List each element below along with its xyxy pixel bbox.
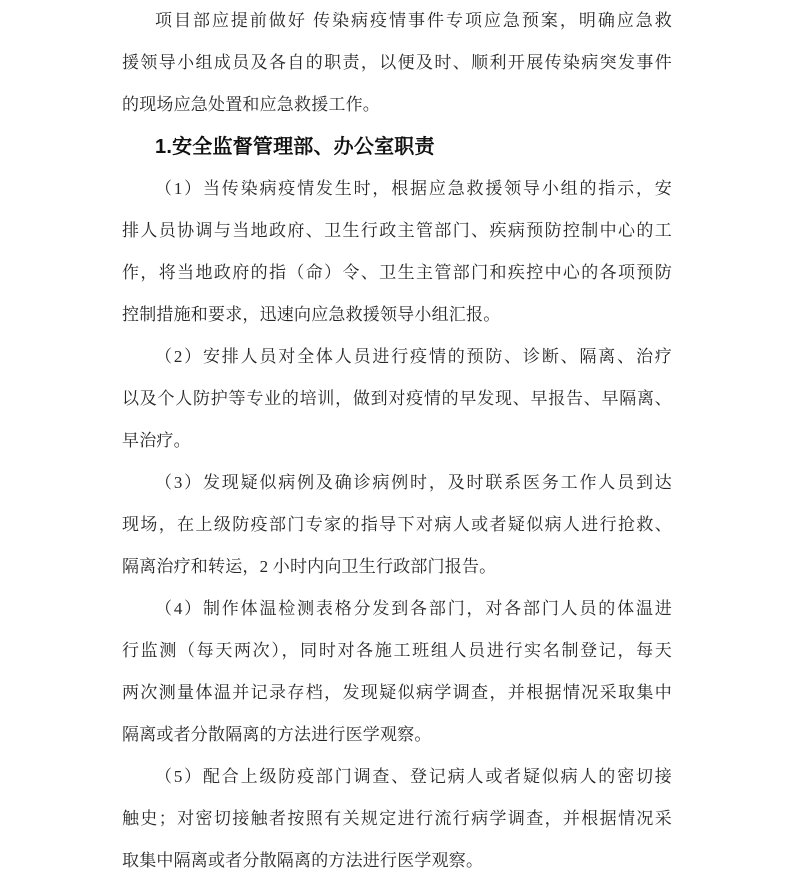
intro-paragraph-line: 的现场应急处置和应急救援工作。 bbox=[122, 95, 380, 114]
item-1-line: 控制措施和要求，迅速向应急救援领导小组汇报。 bbox=[122, 305, 501, 324]
document-page bbox=[122, 0, 672, 882]
intro-paragraph-line: 援领导小组成员及各自的职责，以便及时、顺利开展传染病突发事件 bbox=[122, 53, 672, 72]
item-1-line: 作，将当地政府的指（命）令、卫生主管部门和疾控中心的各项预防 bbox=[122, 263, 672, 282]
item-3-line: （3）发现疑似病例及确诊病例时，及时联系医务工作人员到达 bbox=[155, 473, 672, 492]
item-4-line: 行监测（每天两次），同时对各施工班组人员进行实名制登记，每天 bbox=[122, 641, 672, 660]
item-4-line: （4）制作体温检测表格分发到各部门，对各部门人员的体温进 bbox=[155, 599, 672, 618]
section-heading: 1.安全监督管理部、办公室职责 bbox=[155, 136, 435, 158]
item-5-line: （5）配合上级防疫部门调查、登记病人或者疑似病人的密切接 bbox=[155, 767, 672, 786]
item-4-line: 两次测量体温并记录存档，发现疑似病学调查，并根据情况采取集中 bbox=[122, 683, 672, 702]
item-1-line: 排人员协调与当地政府、卫生行政主管部门、疾病预防控制中心的工 bbox=[122, 221, 672, 240]
item-2-line: 早治疗。 bbox=[122, 431, 191, 450]
item-1-line: （1）当传染病疫情发生时，根据应急救援领导小组的指示，安 bbox=[155, 179, 672, 198]
item-2-line: （2）安排人员对全体人员进行疫情的预防、诊断、隔离、治疗 bbox=[155, 347, 672, 366]
item-4-line: 隔离或者分散隔离的方法进行医学观察。 bbox=[122, 725, 432, 744]
item-2-line: 以及个人防护等专业的培训，做到对疫情的早发现、早报告、早隔离、 bbox=[122, 389, 672, 408]
item-3-line: 现场，在上级防疫部门专家的指导下对病人或者疑似病人进行抢救、 bbox=[122, 515, 672, 534]
item-3-line: 隔离治疗和转运，2 小时内向卫生行政部门报告。 bbox=[122, 557, 497, 576]
item-5-line: 取集中隔离或者分散隔离的方法进行医学观察。 bbox=[122, 851, 484, 870]
intro-paragraph-line: 项目部应提前做好 传染病疫情事件专项应急预案，明确应急救 bbox=[155, 11, 672, 30]
item-5-line: 触史；对密切接触者按照有关规定进行流行病学调查，并根据情况采 bbox=[122, 809, 672, 828]
